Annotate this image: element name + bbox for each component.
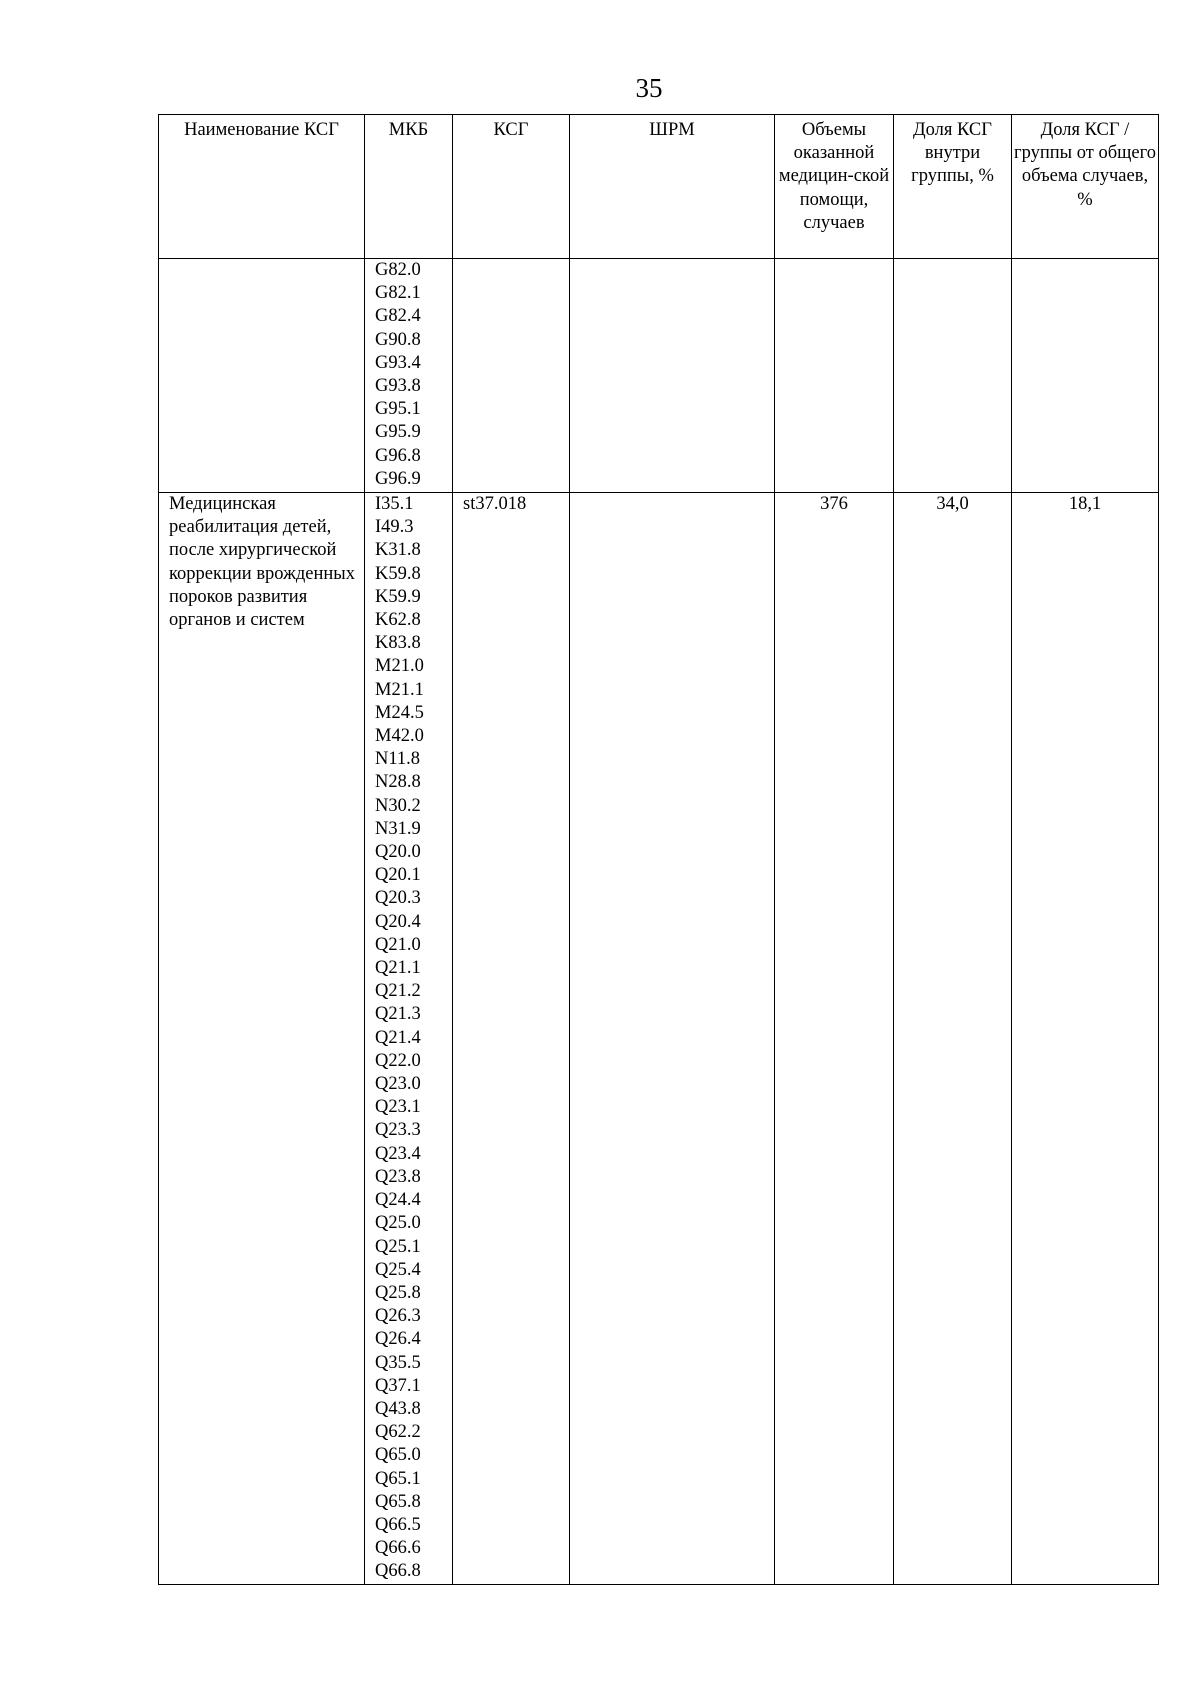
mkb-code: Q66.8 — [375, 1561, 421, 1582]
mkb-code: Q23.4 — [375, 1143, 421, 1164]
mkb-code: Q37.1 — [375, 1375, 421, 1396]
mkb-code: G82.4 — [375, 306, 421, 327]
cell-volume — [775, 259, 894, 493]
header-volume: Объемы оказанной медицин-ской помощи, случаев — [775, 115, 894, 259]
mkb-code: N11.8 — [375, 749, 421, 770]
mkb-code: Q21.1 — [375, 958, 421, 979]
cell-ksg: st37.018 — [453, 493, 570, 1585]
mkb-code: Q66.5 — [375, 1514, 421, 1535]
mkb-code: Q65.8 — [375, 1491, 421, 1512]
mkb-code: G90.8 — [375, 329, 421, 350]
mkb-code: Q26.3 — [375, 1306, 421, 1327]
mkb-code: N28.8 — [375, 772, 421, 793]
cell-share-in-group: 34,0 — [894, 493, 1012, 1585]
mkb-code: Q20.3 — [375, 888, 421, 909]
mkb-code: G82.0 — [375, 260, 421, 280]
mkb-code: G82.1 — [375, 283, 421, 304]
mkb-code: G93.8 — [375, 376, 421, 397]
mkb-code: I35.1 — [375, 494, 414, 514]
mkb-code: M24.5 — [375, 702, 424, 723]
mkb-code: K83.8 — [375, 633, 421, 654]
mkb-code: Q24.4 — [375, 1190, 421, 1211]
cell-share-total — [1012, 259, 1159, 493]
table-row — [159, 259, 1159, 493]
mkb-code: Q35.5 — [375, 1352, 421, 1373]
table-header-row — [159, 115, 1159, 259]
header-share-total: Доля КСГ / группы от общего объема случаев, % — [1012, 115, 1159, 259]
mkb-code: Q26.4 — [375, 1329, 421, 1350]
mkb-code: Q25.0 — [375, 1213, 421, 1234]
cell-share-total: 18,1 — [1012, 493, 1159, 1585]
mkb-code: Q20.1 — [375, 865, 421, 886]
cell-shrm — [570, 493, 775, 1585]
mkb-code: Q25.1 — [375, 1236, 421, 1257]
cell-ksg — [453, 259, 570, 493]
cell-share-in-group — [894, 259, 1012, 493]
mkb-code: K59.9 — [375, 586, 421, 607]
mkb-code: M21.0 — [375, 656, 424, 677]
mkb-code: G96.8 — [375, 445, 421, 466]
mkb-code: K31.8 — [375, 540, 421, 561]
cell-shrm — [570, 259, 775, 493]
mkb-code: Q65.0 — [375, 1445, 421, 1466]
mkb-code: Q23.0 — [375, 1074, 421, 1095]
mkb-code: Q65.1 — [375, 1468, 421, 1489]
mkb-code: N30.2 — [375, 795, 421, 816]
page-number: 35 — [635, 73, 663, 103]
mkb-code: Q23.1 — [375, 1097, 421, 1118]
mkb-code: G95.1 — [375, 399, 421, 420]
mkb-code: Q25.4 — [375, 1259, 421, 1280]
mkb-code: Q20.4 — [375, 911, 421, 932]
table-row — [159, 493, 1159, 1585]
header-share-in-group: Доля КСГ внутри группы, % — [894, 115, 1012, 259]
cell-name — [159, 259, 365, 493]
mkb-code: Q22.0 — [375, 1050, 421, 1071]
mkb-code: Q23.3 — [375, 1120, 421, 1141]
mkb-code: Q21.3 — [375, 1004, 421, 1025]
header-name: Наименование КСГ — [159, 115, 365, 259]
cell-mkb — [365, 493, 453, 1585]
header-shrm: ШРМ — [570, 115, 775, 259]
mkb-code: Q20.0 — [375, 842, 421, 863]
mkb-code: N31.9 — [375, 818, 421, 839]
header-ksg: КСГ — [453, 115, 570, 259]
ksg-name-text: Медицинская реабилитация детей, после хирургической коррекции врожденных пороков развития органов и систем — [169, 494, 355, 631]
mkb-code: Q23.8 — [375, 1166, 421, 1187]
mkb-code: K59.8 — [375, 563, 421, 584]
mkb-code: Q62.2 — [375, 1422, 421, 1443]
cell-mkb — [365, 259, 453, 493]
mkb-code: Q21.4 — [375, 1027, 421, 1048]
mkb-code: M42.0 — [375, 726, 424, 747]
mkb-code: Q21.0 — [375, 934, 421, 955]
ksg-table — [158, 114, 1159, 1585]
mkb-code: Q66.6 — [375, 1538, 421, 1559]
mkb-code: K62.8 — [375, 610, 421, 631]
mkb-code: G93.4 — [375, 352, 421, 373]
mkb-code: G96.9 — [375, 468, 421, 489]
mkb-code: M21.1 — [375, 679, 424, 700]
header-mkb: МКБ — [365, 115, 453, 259]
mkb-code: I49.3 — [375, 517, 414, 538]
cell-volume: 376 — [775, 493, 894, 1585]
cell-name — [159, 493, 365, 1585]
mkb-code: G95.9 — [375, 422, 421, 443]
mkb-code: Q21.2 — [375, 981, 421, 1002]
mkb-code: Q25.8 — [375, 1282, 421, 1303]
mkb-code: Q43.8 — [375, 1398, 421, 1419]
